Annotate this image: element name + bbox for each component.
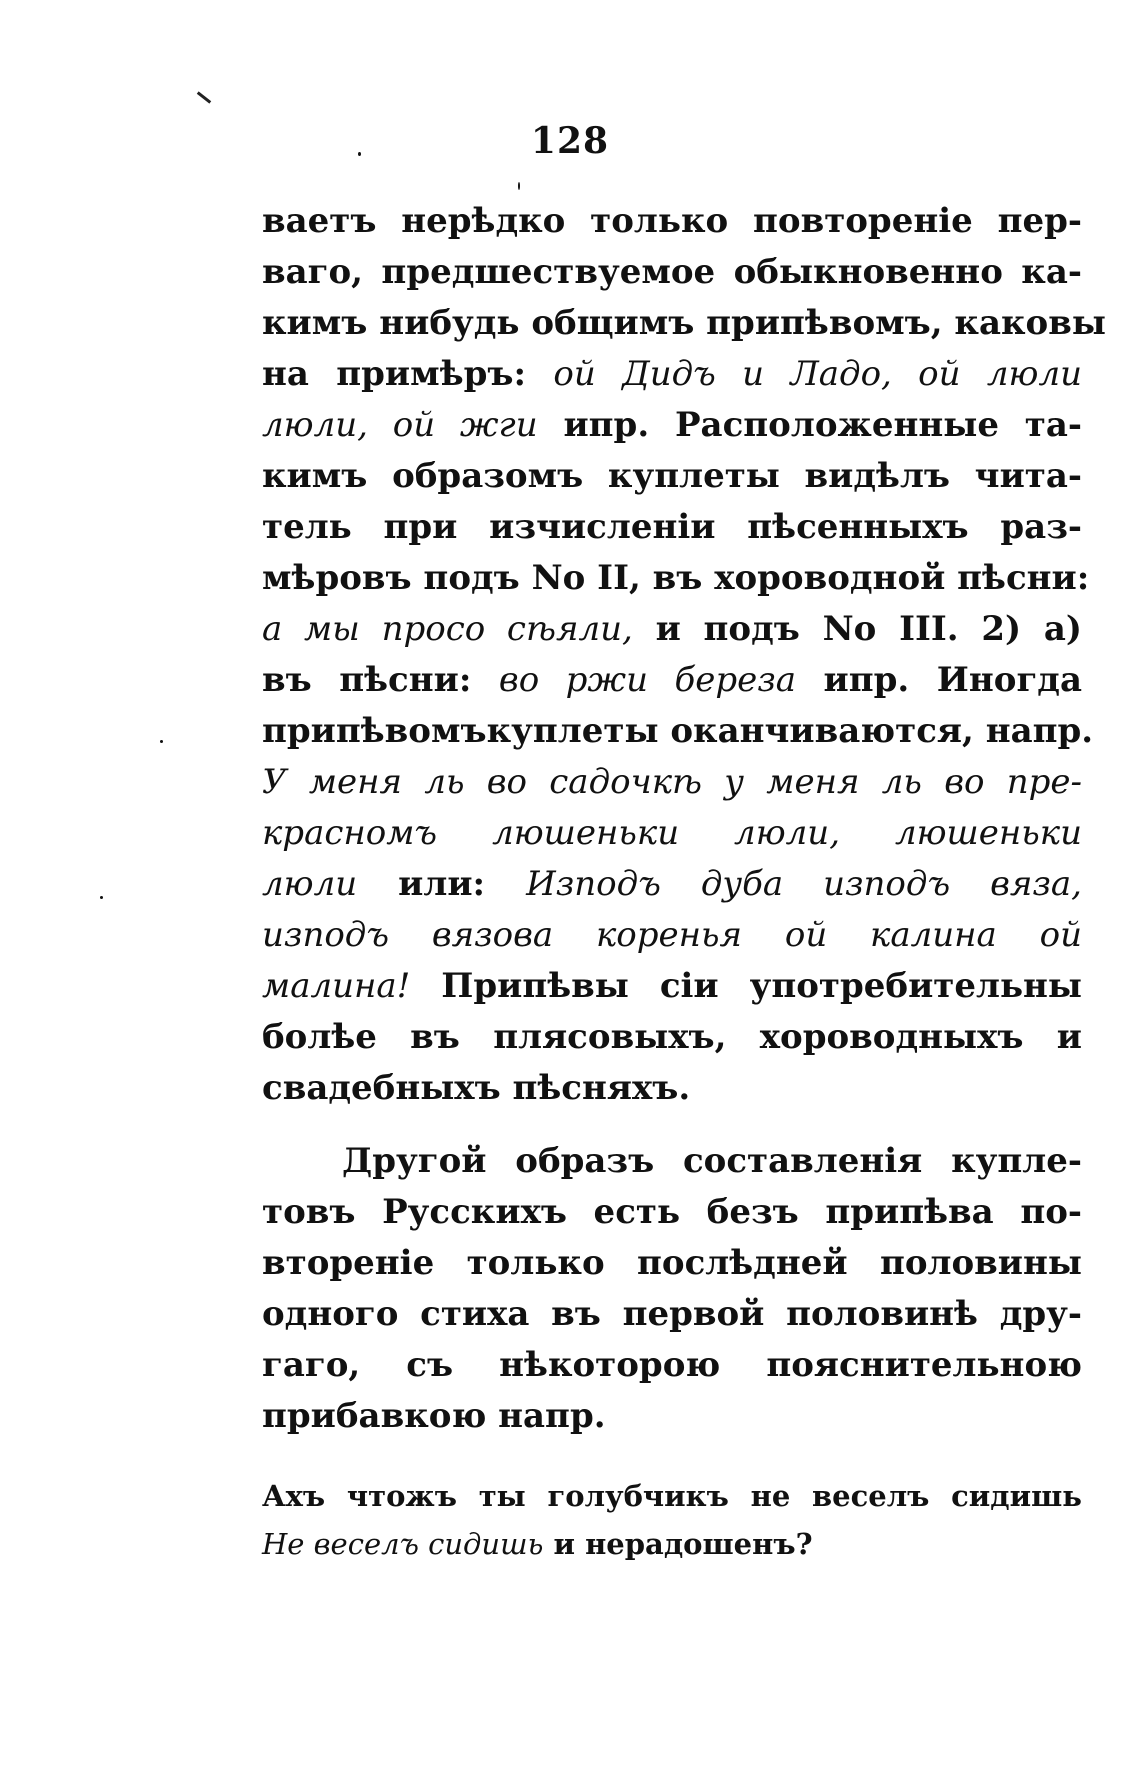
italic-text: люли, ой жги: [262, 405, 538, 445]
text-span: свадебныхъ пѣсняхъ.: [262, 1068, 691, 1108]
text-line: [262, 553, 1090, 604]
italic-text: люли: [262, 864, 358, 904]
italic-text: Не веселъ сидишь: [262, 1527, 544, 1561]
italic-text: красномъ люшеньки люли, люшеньки: [262, 813, 1082, 853]
text-line: [262, 604, 1082, 655]
scan-speck: [160, 740, 163, 743]
text-span: кимъ образомъ куплеты видѣлъ чита-: [262, 456, 1082, 496]
italic-text: малина!: [262, 966, 411, 1006]
text-span: болѣе въ плясовыхъ, хороводныхъ и: [262, 1017, 1082, 1057]
text-span: припѣвомъкуплеты оканчиваются, напр.: [262, 711, 1094, 751]
text-span: и нерадошенъ?: [543, 1527, 813, 1561]
paragraph-gap: [262, 1114, 1082, 1136]
text-span: ипр. Расположенные та-: [537, 405, 1082, 445]
text-line: [262, 1289, 1082, 1340]
text-span: ваетъ нерѣдко только повтореніе пер-: [262, 201, 1082, 241]
text-line: [262, 961, 1082, 1012]
text-line: [262, 1238, 1082, 1289]
italic-text: У меня ль во садочкѣ у меня ль во пре-: [262, 762, 1082, 802]
text-span: мѣровъ подъ No II, въ хороводной пѣсни:: [262, 558, 1090, 598]
text-line: [262, 757, 1082, 808]
text-span: или:: [357, 864, 527, 904]
text-line: [262, 1012, 1082, 1063]
text-span: Припѣвы сіи употребительны: [410, 966, 1082, 1006]
scan-speck: [518, 182, 520, 190]
scan-speck: [100, 896, 103, 899]
text-span: и подъ No III. 2) а): [632, 609, 1082, 649]
text-line: [262, 859, 1082, 910]
text-line: [262, 655, 1082, 706]
text-line: [262, 706, 1094, 757]
text-line: [262, 1340, 1082, 1391]
text-span: въ пѣсни:: [262, 660, 499, 700]
text-span: кимъ нибудь общимъ припѣвомъ, каковы: [262, 303, 1106, 343]
text-line: [262, 910, 1082, 961]
text-span: на примѣръ:: [262, 354, 554, 394]
page-number: 128: [530, 120, 610, 162]
text-line: [262, 1136, 1082, 1187]
text-line: [262, 196, 1082, 247]
italic-text: изподъ вязова коренья ой калина ой: [262, 915, 1082, 955]
text-line: [262, 502, 1082, 553]
text-span: прибавкою напр.: [262, 1396, 606, 1436]
text-line: [262, 400, 1082, 451]
text-span: Ахъ чтожъ ты голубчикъ не веселъ сидишь: [262, 1479, 1082, 1513]
text-span: товъ Русскихъ есть безъ припѣва по-: [262, 1192, 1082, 1232]
text-line: [262, 1063, 1082, 1114]
text-span: Другой образъ составленія купле-: [342, 1141, 1082, 1181]
text-span: одного стиха въ первой половинѣ дру-: [262, 1294, 1082, 1334]
text-line: [262, 247, 1082, 298]
scan-mark: [197, 91, 211, 103]
text-line: [262, 451, 1082, 502]
italic-text: ой Дидъ и Ладо, ой люли: [553, 354, 1083, 394]
italic-text: а мы просо сѣяли,: [262, 609, 633, 649]
text-span: гаго, съ нѣкоторою пояснительною: [262, 1345, 1082, 1385]
text-span: ваго, предшествуемое обыкновенно ка-: [262, 252, 1082, 292]
italic-text: во ржи береза: [498, 660, 797, 700]
verse-line: [262, 1472, 1082, 1520]
main-text: [262, 196, 1106, 1568]
scan-speck: [358, 152, 361, 156]
prose-paragraphs: [262, 196, 1106, 1442]
text-line: [262, 298, 1106, 349]
text-line: [262, 349, 1082, 400]
text-line: [262, 1391, 1082, 1442]
italic-text: Изподъ дуба изподъ вяза,: [526, 864, 1082, 904]
text-span: втореніе только послѣдней половины: [262, 1243, 1082, 1283]
text-span: ипр. Иногда: [796, 660, 1082, 700]
text-line: [262, 808, 1082, 859]
verse-quote: [262, 1472, 1082, 1568]
text-line: [262, 1187, 1082, 1238]
text-span: тель при изчисленіи пѣсенныхъ раз-: [262, 507, 1082, 547]
verse-line: [262, 1520, 1082, 1568]
